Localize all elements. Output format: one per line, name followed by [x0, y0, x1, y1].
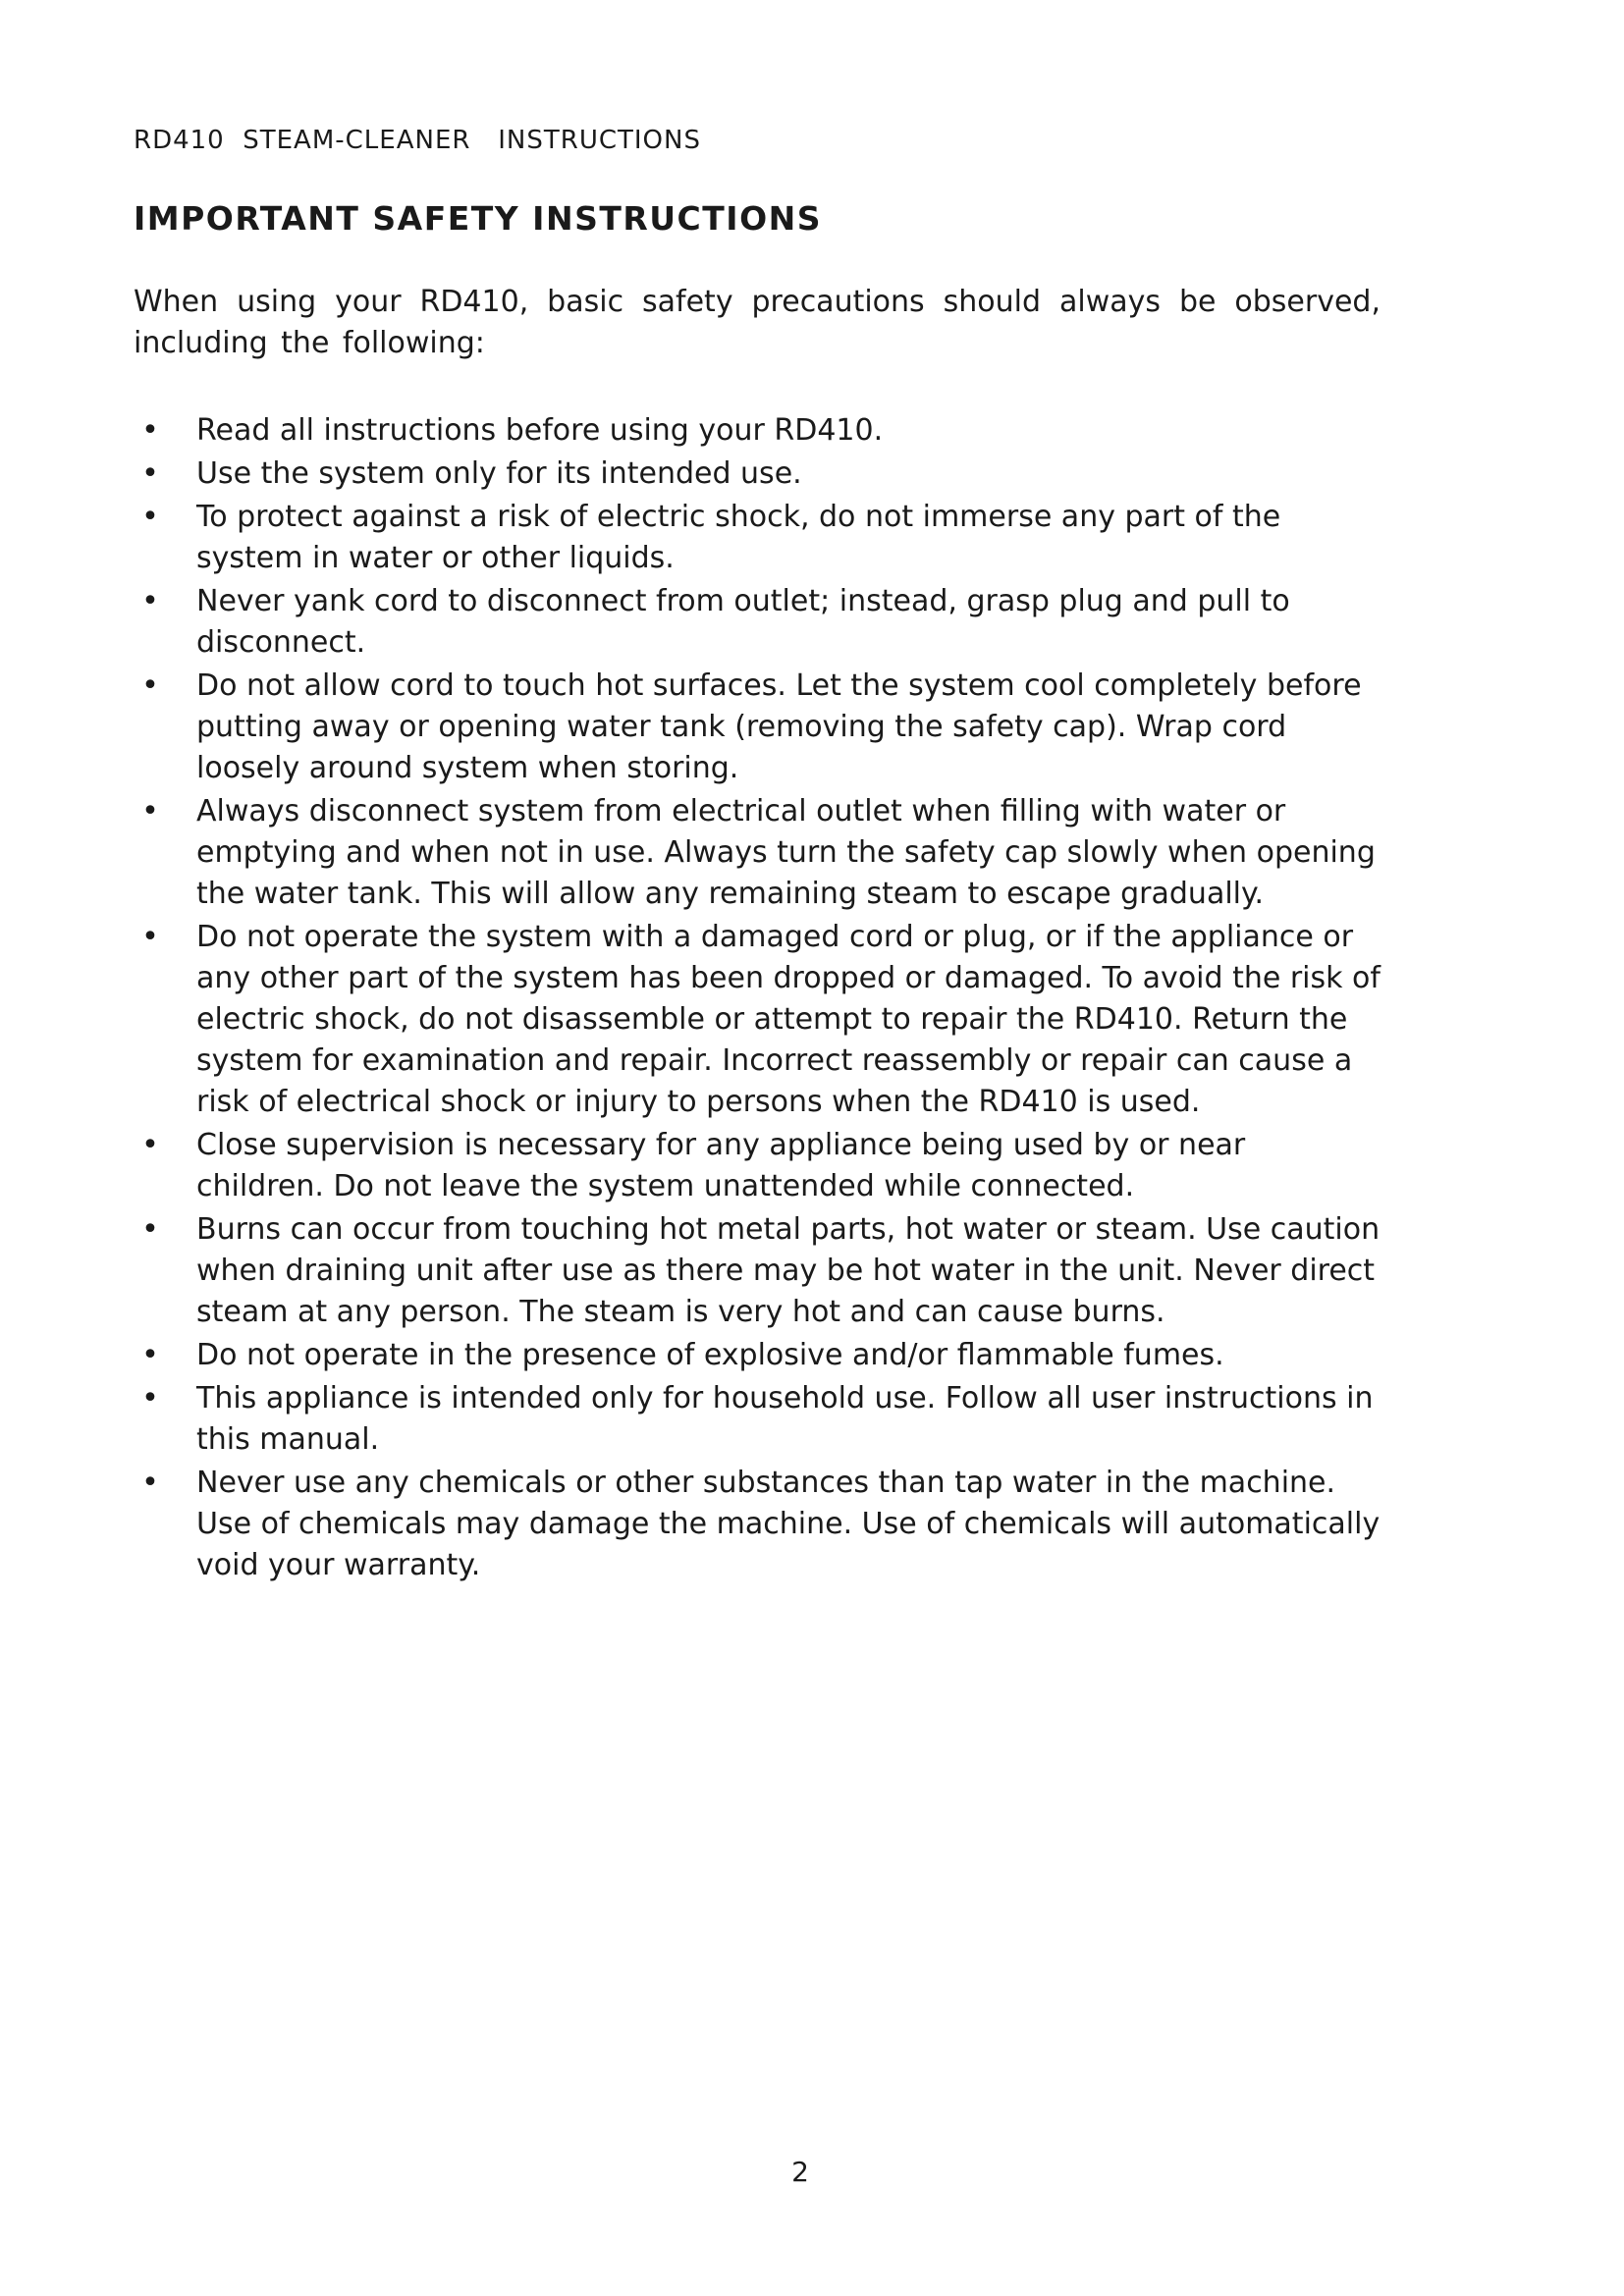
list-item	[134, 666, 1380, 789]
bullet-icon: •	[141, 1128, 159, 1162]
intro-paragraph: When using your RD410, basic safety precautions should always be observed, including the following:	[134, 285, 1380, 360]
bullet-icon: •	[141, 1381, 159, 1415]
list-item-text: Close supervision is necessary for any appliance being used by or near children. Do not leave the system unattended while connected.	[196, 1128, 1246, 1203]
list-item	[134, 1125, 1380, 1207]
bullet-icon: •	[141, 413, 159, 448]
bullet-icon: •	[141, 920, 159, 954]
list-item	[134, 410, 1380, 452]
list-item-text: Never use any chemicals or other substances than tap water in the machine. Use of chemicals may damage the machine. Use of chemicals will automatically void your warranty.	[196, 1466, 1380, 1582]
list-item	[134, 454, 1380, 495]
list-item-text: This appliance is intended only for household use. Follow all user instructions in this manual.	[196, 1381, 1374, 1457]
page-title: IMPORTANT SAFETY INSTRUCTIONS	[134, 199, 823, 238]
list-item	[134, 1209, 1380, 1333]
list-item-text: Use the system only for its intended use.	[196, 456, 802, 491]
page-number: 2	[791, 2156, 809, 2188]
list-item-text: Do not operate the system with a damaged cord or plug, or if the appliance or any other part of the system has been dropped or damaged. To avoid the risk of electric shock, do not disassemble or attempt to repair the RD410. Return the system for examination and repair. Incorrect reassembly or repair can cause a risk of electrical shock or injury to persons when the RD410 is used.	[196, 920, 1380, 1119]
list-item	[134, 1463, 1380, 1586]
bullet-icon: •	[141, 456, 159, 491]
list-item	[134, 791, 1380, 915]
bullet-icon: •	[141, 1212, 159, 1247]
list-item	[134, 581, 1380, 664]
list-item	[134, 1378, 1380, 1461]
bullet-icon: •	[141, 500, 159, 534]
bullet-icon: •	[141, 1338, 159, 1372]
list-item-text: Never yank cord to disconnect from outlet; instead, grasp plug and pull to disconnect.	[196, 584, 1290, 660]
list-item	[134, 497, 1380, 579]
list-item-text: To protect against a risk of electric shock, do not immerse any part of the system in water or other liquids.	[196, 500, 1281, 575]
list-item-text: Burns can occur from touching hot metal parts, hot water or steam. Use caution when draining unit after use as there may be hot water in the unit. Never direct steam at any person. The steam is very hot and can cause burns.	[196, 1212, 1380, 1329]
bullet-icon: •	[141, 1466, 159, 1500]
bullet-icon: •	[141, 794, 159, 828]
bullet-icon: •	[141, 584, 159, 618]
list-item	[134, 1335, 1380, 1376]
safety-instructions-list	[134, 410, 1380, 1588]
list-item-text: Read all instructions before using your RD410.	[196, 413, 884, 448]
list-item-text: Always disconnect system from electrical outlet when filling with water or emptying and when not in use. Always turn the safety cap slowly when opening the water tank. This will allow any remaining steam to escape gradually.	[196, 794, 1376, 911]
running-header: RD410 STEAM-CLEANER INSTRUCTIONS	[134, 126, 701, 155]
list-item	[134, 917, 1380, 1123]
list-item-text: Do not operate in the presence of explosive and/or flammable fumes.	[196, 1338, 1224, 1372]
list-item-text: Do not allow cord to touch hot surfaces. Let the system cool completely before putting away or opening water tank (removing the safety cap). Wrap cord loosely around system when storing.	[196, 668, 1362, 785]
bullet-icon: •	[141, 668, 159, 703]
